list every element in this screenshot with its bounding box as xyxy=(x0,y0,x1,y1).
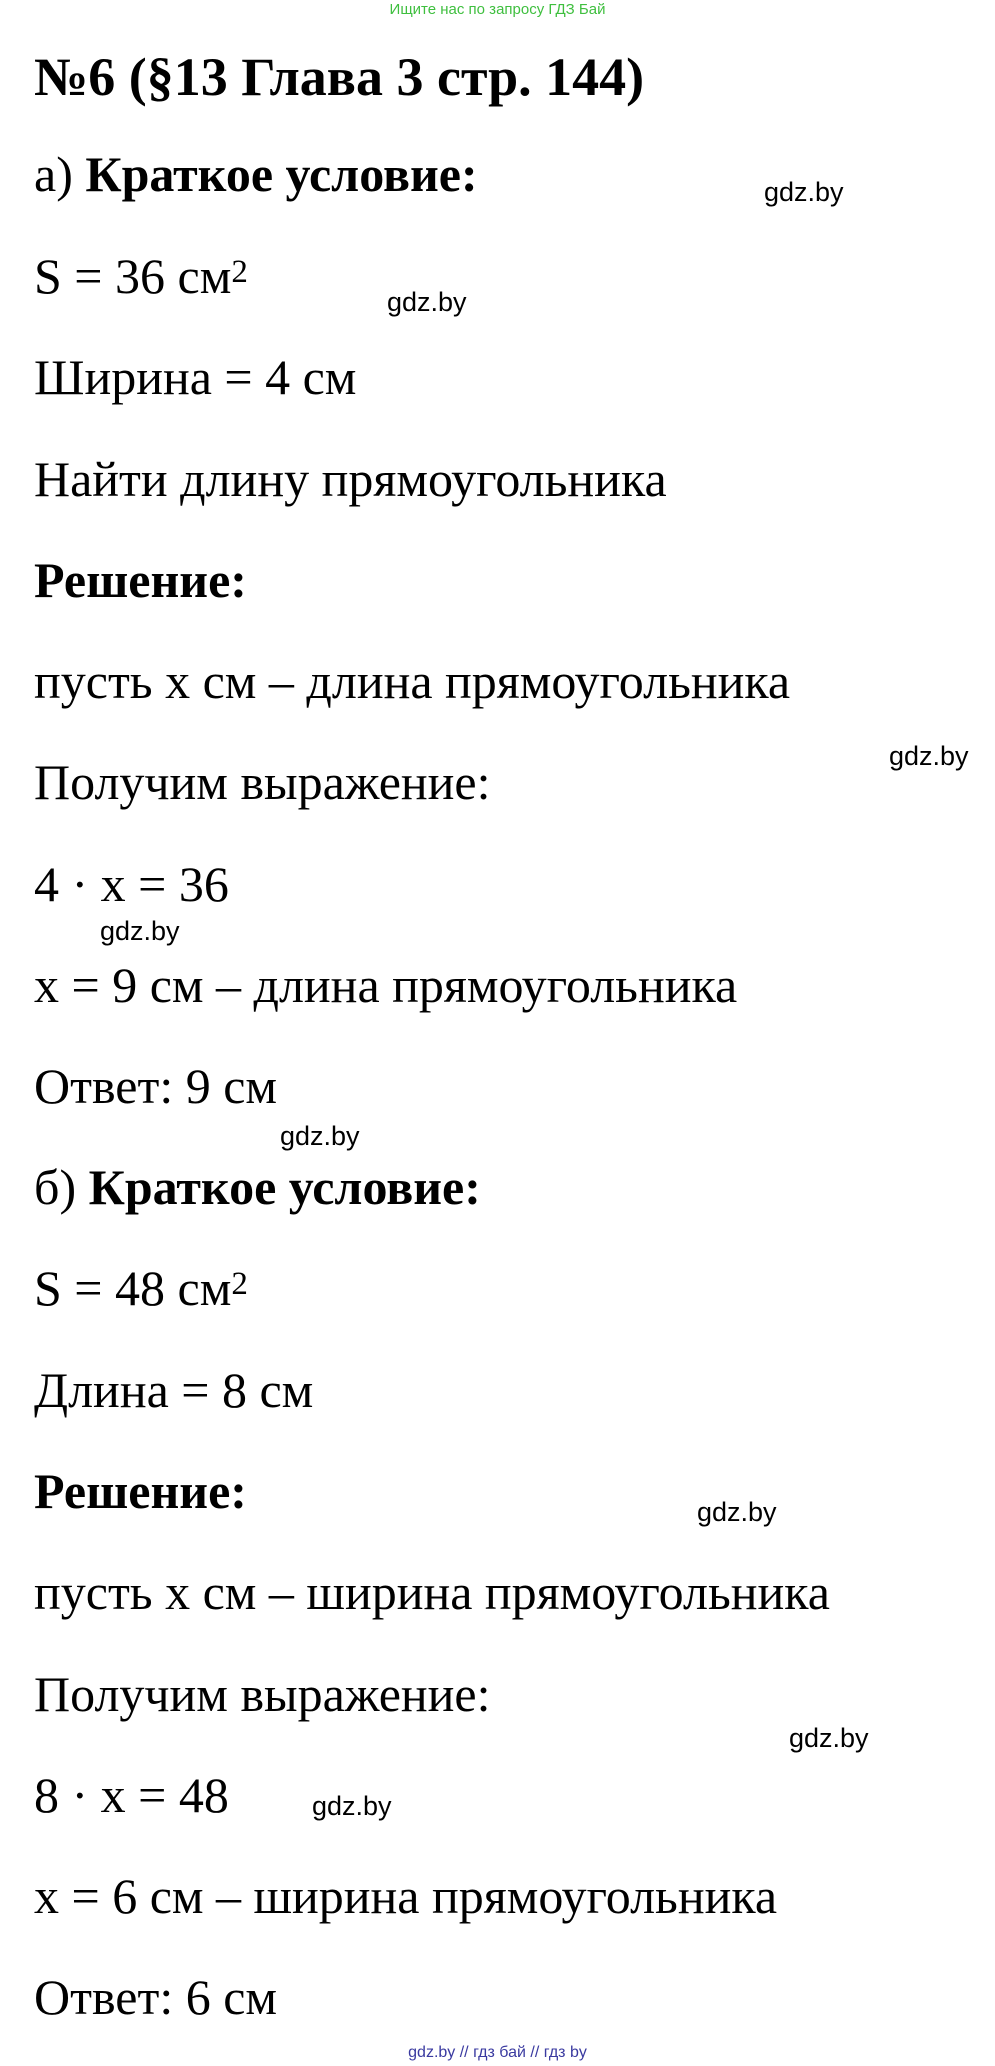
part-a-area-exponent: 2 xyxy=(231,254,248,290)
part-a-label xyxy=(34,142,478,206)
part-b-area-text: S = 48 см xyxy=(34,1260,232,1316)
part-b-area xyxy=(34,1256,248,1320)
part-b-length: Длина = 8 см xyxy=(34,1362,314,1418)
part-b-area-exponent: 2 xyxy=(231,1266,248,1302)
part-b-expression-label: Получим выражение: xyxy=(34,1666,491,1722)
part-b-result: x = 6 см – ширина прямоугольника xyxy=(34,1868,778,1924)
watermark: gdz.by xyxy=(697,1497,777,1527)
page-title: №6 (§13 Глава 3 стр. 144) xyxy=(34,47,645,107)
top-promo-note: Ищите нас по запросу ГДЗ Бай xyxy=(389,1,606,18)
part-b-prefix: б) xyxy=(34,1159,89,1215)
part-b-let: пусть x см – ширина прямоугольника xyxy=(34,1564,830,1620)
part-b-equation: 8 · x = 48 xyxy=(34,1767,229,1823)
part-b-condition-heading: Краткое условие: xyxy=(88,1159,481,1215)
part-a-width: Ширина = 4 см xyxy=(34,349,357,405)
part-a-area-text: S = 36 см xyxy=(34,248,232,304)
part-a-area xyxy=(34,244,248,308)
watermark: gdz.by xyxy=(889,741,969,771)
part-a-equation: 4 · x = 36 xyxy=(34,856,229,912)
watermark: gdz.by xyxy=(312,1791,392,1821)
watermark: gdz.by xyxy=(764,177,844,207)
part-b-label xyxy=(34,1155,481,1219)
part-a-let: пусть x см – длина прямоугольника xyxy=(34,653,791,709)
part-a-prefix: а) xyxy=(34,146,86,202)
part-a-find: Найти длину прямоугольника xyxy=(34,451,667,507)
watermark: gdz.by xyxy=(387,287,467,317)
part-a-answer: Ответ: 9 см xyxy=(34,1058,278,1114)
part-b-solution-heading: Решение: xyxy=(34,1463,247,1519)
part-a-expression-label: Получим выражение: xyxy=(34,754,491,810)
watermark: gdz.by xyxy=(100,916,180,946)
watermark: gdz.by xyxy=(789,1723,869,1753)
watermark: gdz.by xyxy=(280,1121,360,1151)
part-a-solution-heading: Решение: xyxy=(34,552,247,608)
part-a-result: x = 9 см – длина прямоугольника xyxy=(34,957,738,1013)
bottom-promo-note: gdz.by // гдз бай // гдз by xyxy=(408,2044,587,2061)
part-a-condition-heading: Краткое условие: xyxy=(85,146,478,202)
part-b-answer: Ответ: 6 см xyxy=(34,1969,278,2025)
